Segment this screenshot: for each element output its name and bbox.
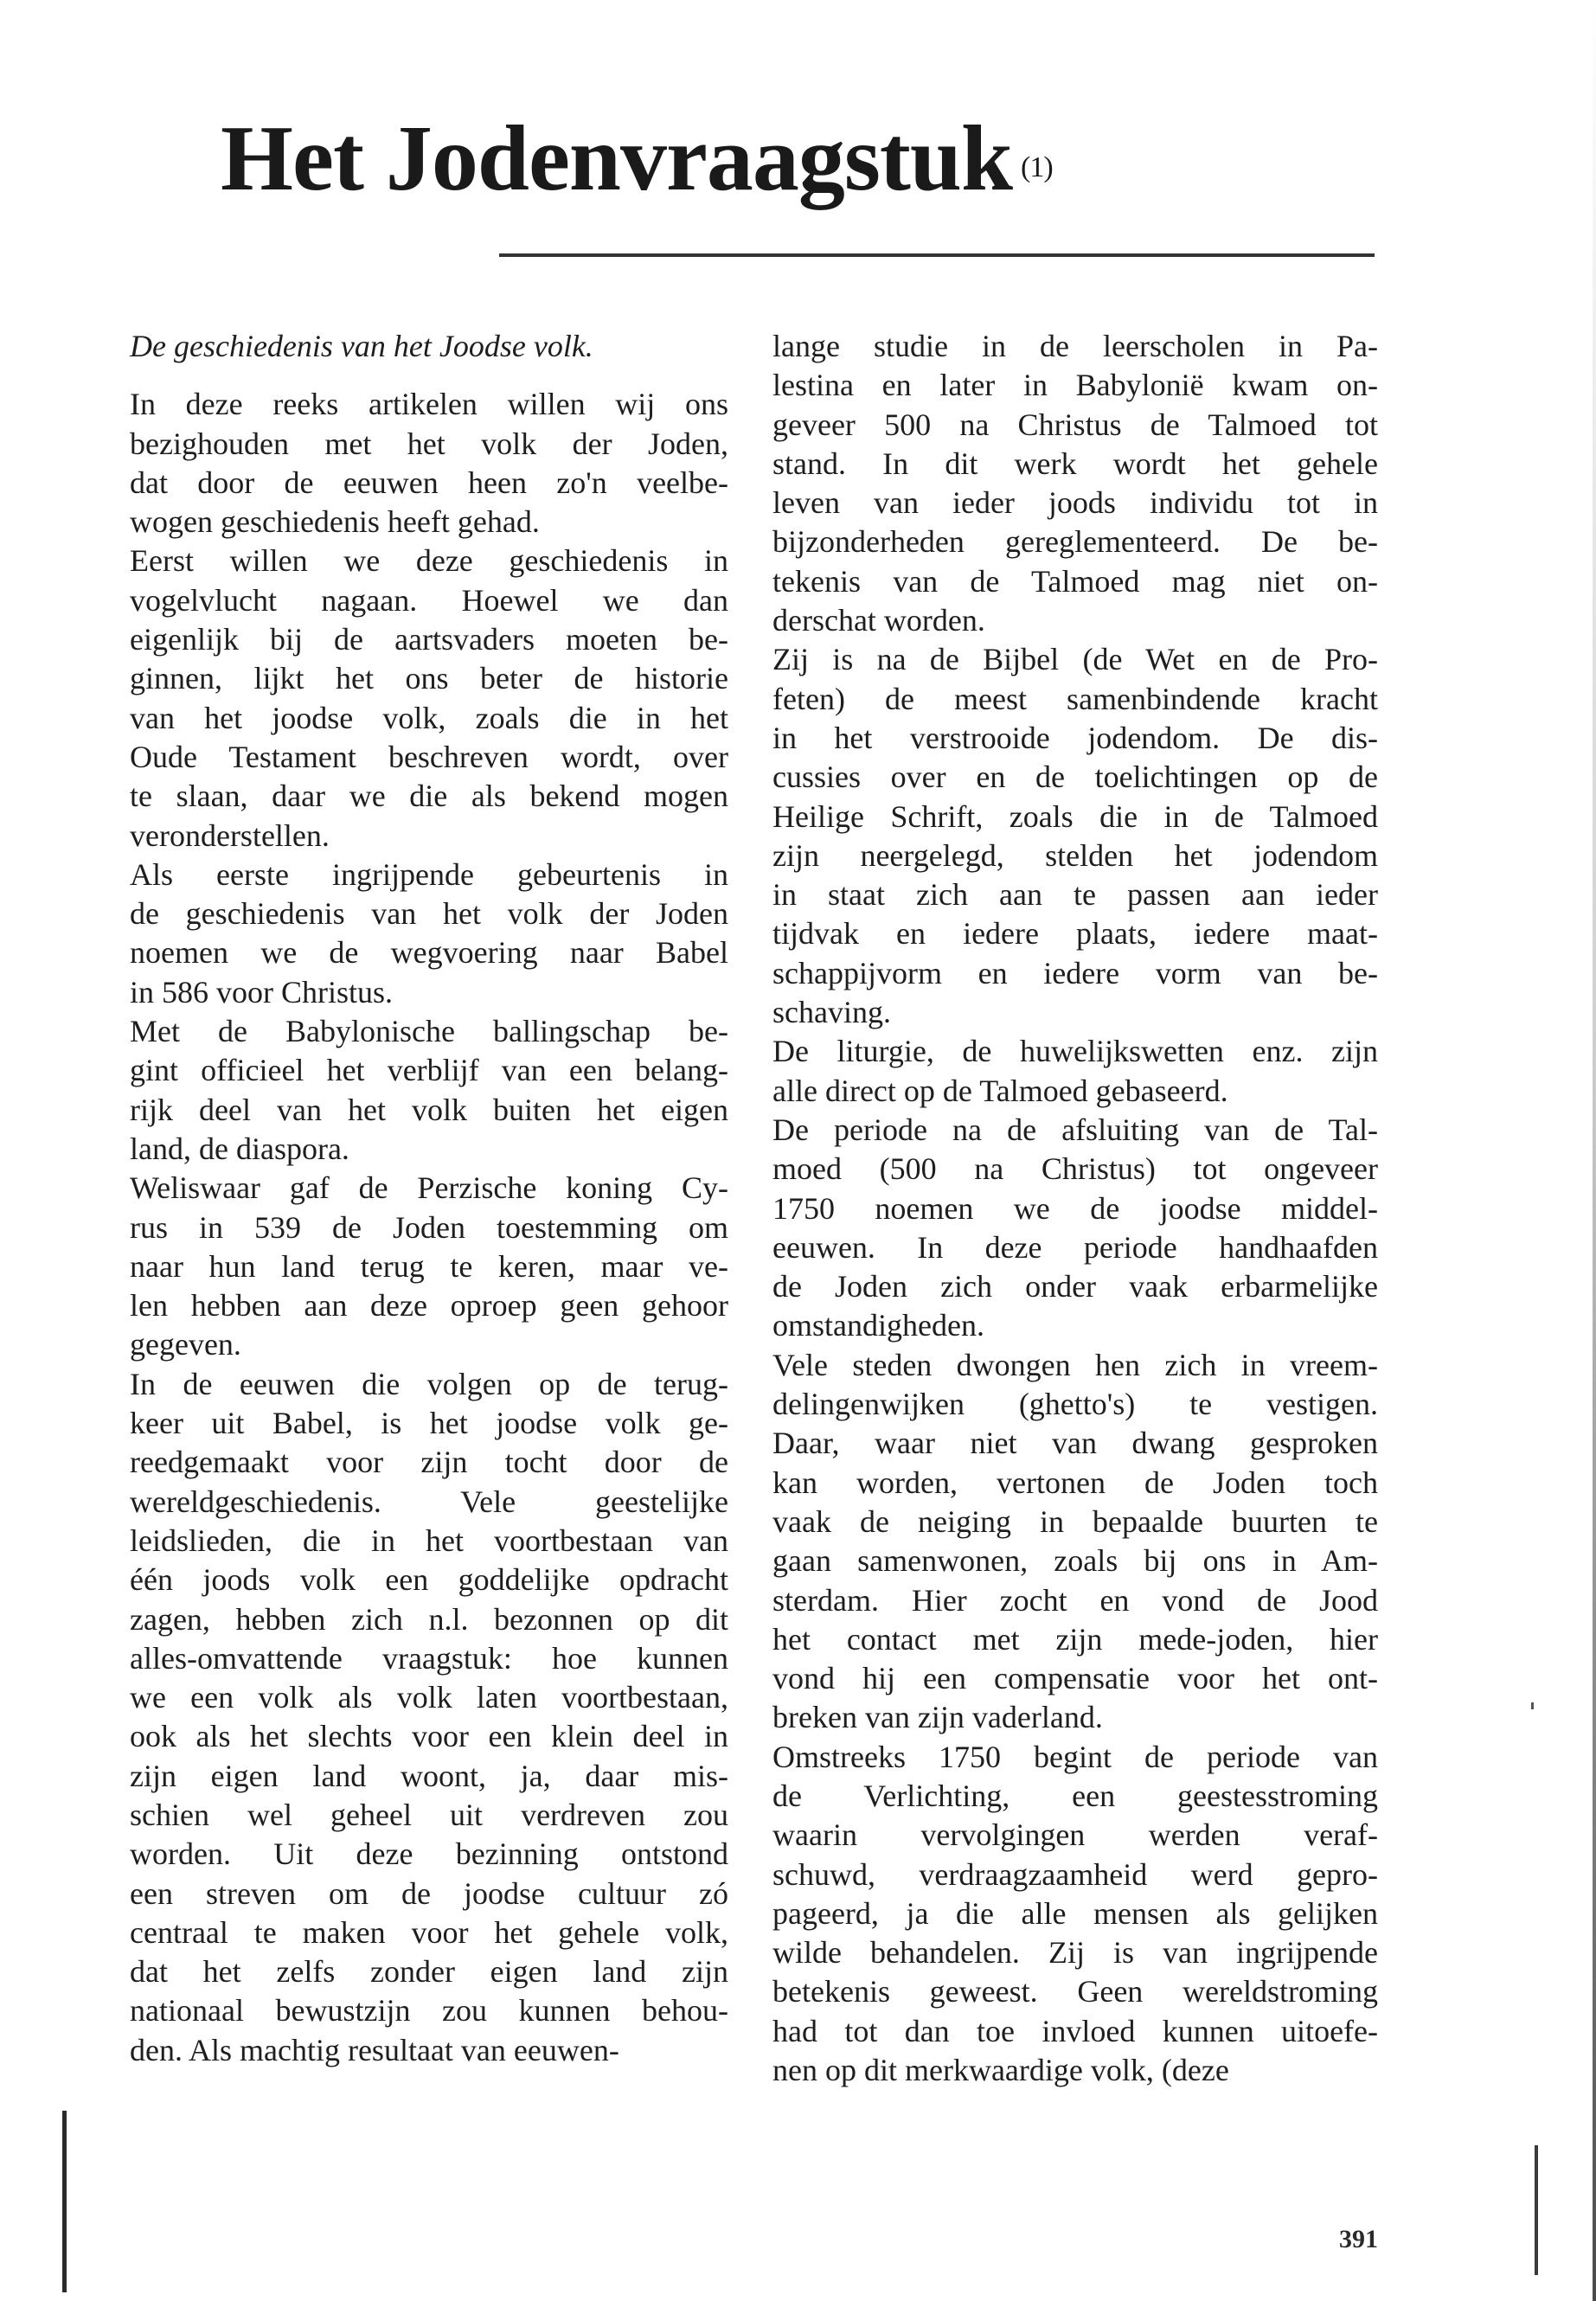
text-line: Omstreeks 1750 begint de periode van <box>772 1739 1378 1774</box>
title-underline-rule <box>499 253 1375 257</box>
text-line: kan worden, vertonen de Joden toch <box>772 1465 1378 1500</box>
text-line: nen op dit merkwaardige volk, (deze <box>772 2053 1229 2088</box>
text-line: eigenlijk bij de aartsvaders moeten be- <box>130 622 728 657</box>
text-line: de geschiedenis van het volk der Joden <box>130 896 728 932</box>
text-line: sterdam. Hier zocht en vond de Jood <box>772 1582 1378 1618</box>
text-line: gaan samenwonen, zoals bij ons in Am- <box>772 1543 1378 1579</box>
scan-binding-mark-right <box>1535 2145 1538 2275</box>
page-number: 391 <box>1339 2225 1378 2253</box>
text-line: wilde behandelen. Zij is van ingrijpende <box>772 1935 1378 1971</box>
text-line: één joods volk een goddelijke opdracht <box>130 1562 728 1598</box>
text-line: rijk deel van het volk buiten het eigen <box>130 1092 728 1127</box>
scan-shadow-edge <box>1593 0 1596 2301</box>
text-line: len hebben aan deze oproep geen gehoor <box>130 1288 728 1324</box>
text-line: een streven om de joodse cultuur zó <box>130 1875 728 1911</box>
text-line: delingenwijken (ghetto's) te vestigen. <box>772 1387 1378 1422</box>
text-line: geveer 500 na Christus de Talmoed tot <box>772 407 1378 442</box>
article-title <box>221 107 1053 210</box>
text-line: Als eerste ingrijpende gebeurtenis in <box>130 856 728 892</box>
text-line: de Joden zich onder vaak erbarmelijke <box>772 1269 1378 1304</box>
text-line: noemen we de wegvoering naar Babel <box>130 935 728 971</box>
text-line: schaving. <box>772 995 891 1030</box>
text-line: land, de diaspora. <box>130 1131 349 1166</box>
text-line: tekenis van de Talmoed mag niet on- <box>772 563 1378 599</box>
text-line: lestina en later in Babylonië kwam on- <box>772 368 1378 403</box>
text-line: Zij is na de Bijbel (de Wet en de Pro- <box>772 642 1378 677</box>
text-line: rus in 539 de Joden toestemming om <box>130 1209 728 1245</box>
text-line: had tot dan toe invloed kunnen uitoefe- <box>772 2013 1378 2048</box>
text-line: derschat worden. <box>772 603 985 638</box>
text-line: den. Als machtig resultaat van eeuwen- <box>130 2032 619 2067</box>
text-line: centraal te maken voor het gehele volk, <box>130 1914 728 1950</box>
text-line: nationaal bewustzijn zou kunnen behou- <box>130 1993 728 2029</box>
text-line: schuwd, verdraagzaamheid werd gepro- <box>772 1856 1378 1892</box>
text-line: gint officieel het verblijf van een belang- <box>130 1053 728 1088</box>
text-line: wereldgeschiedenis. Vele geestelijke <box>130 1484 728 1519</box>
text-line: vaak de neiging in bepaalde buurten te <box>772 1503 1378 1539</box>
text-line: wogen geschiedenis heeft gehad. <box>130 504 540 540</box>
text-line: In deze reeks artikelen willen wij ons <box>130 387 728 422</box>
title-footnote-marker: (1) <box>1021 151 1053 184</box>
text-line: eeuwen. In deze periode handhaafden <box>772 1229 1378 1265</box>
title-text: Het Jodenvraagstuk <box>221 107 1013 210</box>
text-line: 1750 noemen we de joodse middel- <box>772 1190 1378 1226</box>
text-line: moed (500 na Christus) tot ongeveer <box>772 1151 1378 1187</box>
text-line: In de eeuwen die volgen op de terug- <box>130 1366 728 1401</box>
subtitle: De geschiedenis van het Joodse volk. <box>130 329 593 363</box>
text-line: schien wel geheel uit verdreven zou <box>130 1797 728 1832</box>
text-line: stand. In dit werk wordt het gehele <box>772 445 1378 481</box>
text-line: zijn eigen land woont, ja, daar mis- <box>130 1758 728 1793</box>
left-column <box>130 327 728 2070</box>
subtitle-spacer <box>130 366 728 385</box>
right-column <box>772 327 1378 2090</box>
text-line: in staat zich aan te passen aan ieder <box>772 877 1378 913</box>
text-line: alle direct op de Talmoed gebaseerd. <box>772 1073 1228 1108</box>
text-line: gegeven. <box>130 1327 241 1362</box>
text-line: vogelvlucht nagaan. Hoewel we dan <box>130 582 728 618</box>
text-line: pageerd, ja die alle mensen als gelijken <box>772 1895 1378 1931</box>
text-line: worden. Uit deze bezinning ontstond <box>130 1836 728 1872</box>
text-line: De liturgie, de huwelijkswetten enz. zijn <box>772 1034 1378 1069</box>
text-line: van het joodse volk, zoals die in het <box>130 700 728 735</box>
text-line: keer uit Babel, is het joodse volk ge- <box>130 1406 728 1441</box>
text-line: bezighouden met het volk der Joden, <box>130 426 728 461</box>
text-line: in het verstrooide jodendom. De dis- <box>772 720 1378 755</box>
text-line: leven van ieder joods individu tot in <box>772 485 1378 521</box>
text-line: we een volk als volk laten voortbestaan, <box>130 1680 728 1715</box>
text-line: leidslieden, die in het voortbestaan van <box>130 1522 728 1558</box>
text-line: alles-omvattende vraagstuk: hoe kunnen <box>130 1640 728 1676</box>
text-line: waarin vervolgingen werden veraf- <box>772 1817 1378 1853</box>
text-line: Oude Testament beschreven wordt, over <box>130 739 728 774</box>
text-line: Daar, waar niet van dwang gesproken <box>772 1426 1378 1461</box>
text-line: ook als het slechts voor een klein deel in <box>130 1719 728 1754</box>
text-line: bijzonderheden gereglementeerd. De be- <box>772 524 1378 560</box>
text-line: Weliswaar gaf de Perzische koning Cy- <box>130 1170 728 1206</box>
text-line: omstandigheden. <box>772 1308 984 1343</box>
text-line: zagen, hebben zich n.l. bezonnen op dit <box>130 1601 728 1637</box>
text-line: breken van zijn vaderland. <box>772 1700 1103 1735</box>
text-line: dat door de eeuwen heen zo'n veelbe- <box>130 465 728 500</box>
text-line: in 586 voor Christus. <box>130 974 394 1009</box>
text-line: lange studie in de leerscholen in Pa- <box>772 329 1378 363</box>
text-line: Heilige Schrift, zoals die in de Talmoed <box>772 798 1378 834</box>
text-line: ginnen, lijkt het ons beter de historie <box>130 661 728 696</box>
text-line: Vele steden dwongen hen zich in vreem- <box>772 1347 1378 1382</box>
text-line: cussies over en de toelichtingen op de <box>772 760 1378 795</box>
text-line: het contact met zijn mede-joden, hier <box>772 1621 1378 1657</box>
text-line: de Verlichting, een geestesstroming <box>772 1778 1378 1813</box>
text-line: betekenis geweest. Geen wereldstroming <box>772 1974 1378 2009</box>
text-line: zijn neergelegd, stelden het jodendom <box>772 837 1378 873</box>
text-line: reedgemaakt voor zijn tocht door de <box>130 1445 728 1480</box>
scan-speck <box>1531 1702 1534 1709</box>
text-line: veronderstellen. <box>130 817 330 853</box>
text-line: tijdvak en iedere plaats, iedere maat- <box>772 916 1378 952</box>
text-line: De periode na de afsluiting van de Tal- <box>772 1112 1378 1147</box>
text-line: Met de Babylonische ballingschap be- <box>130 1014 728 1049</box>
text-line: schappijvorm en iedere vorm van be- <box>772 955 1378 990</box>
text-line: te slaan, daar we die als bekend mogen <box>130 779 728 814</box>
scan-binding-mark-left <box>62 2111 67 2292</box>
text-line: naar hun land terug te keren, maar ve- <box>130 1248 728 1284</box>
text-line: vond hij een compensatie voor het ont- <box>772 1661 1378 1696</box>
text-line: Eerst willen we deze geschiedenis in <box>130 543 728 579</box>
text-line: feten) de meest samenbindende kracht <box>772 681 1378 716</box>
text-line: dat het zelfs zonder eigen land zijn <box>130 1954 728 1990</box>
